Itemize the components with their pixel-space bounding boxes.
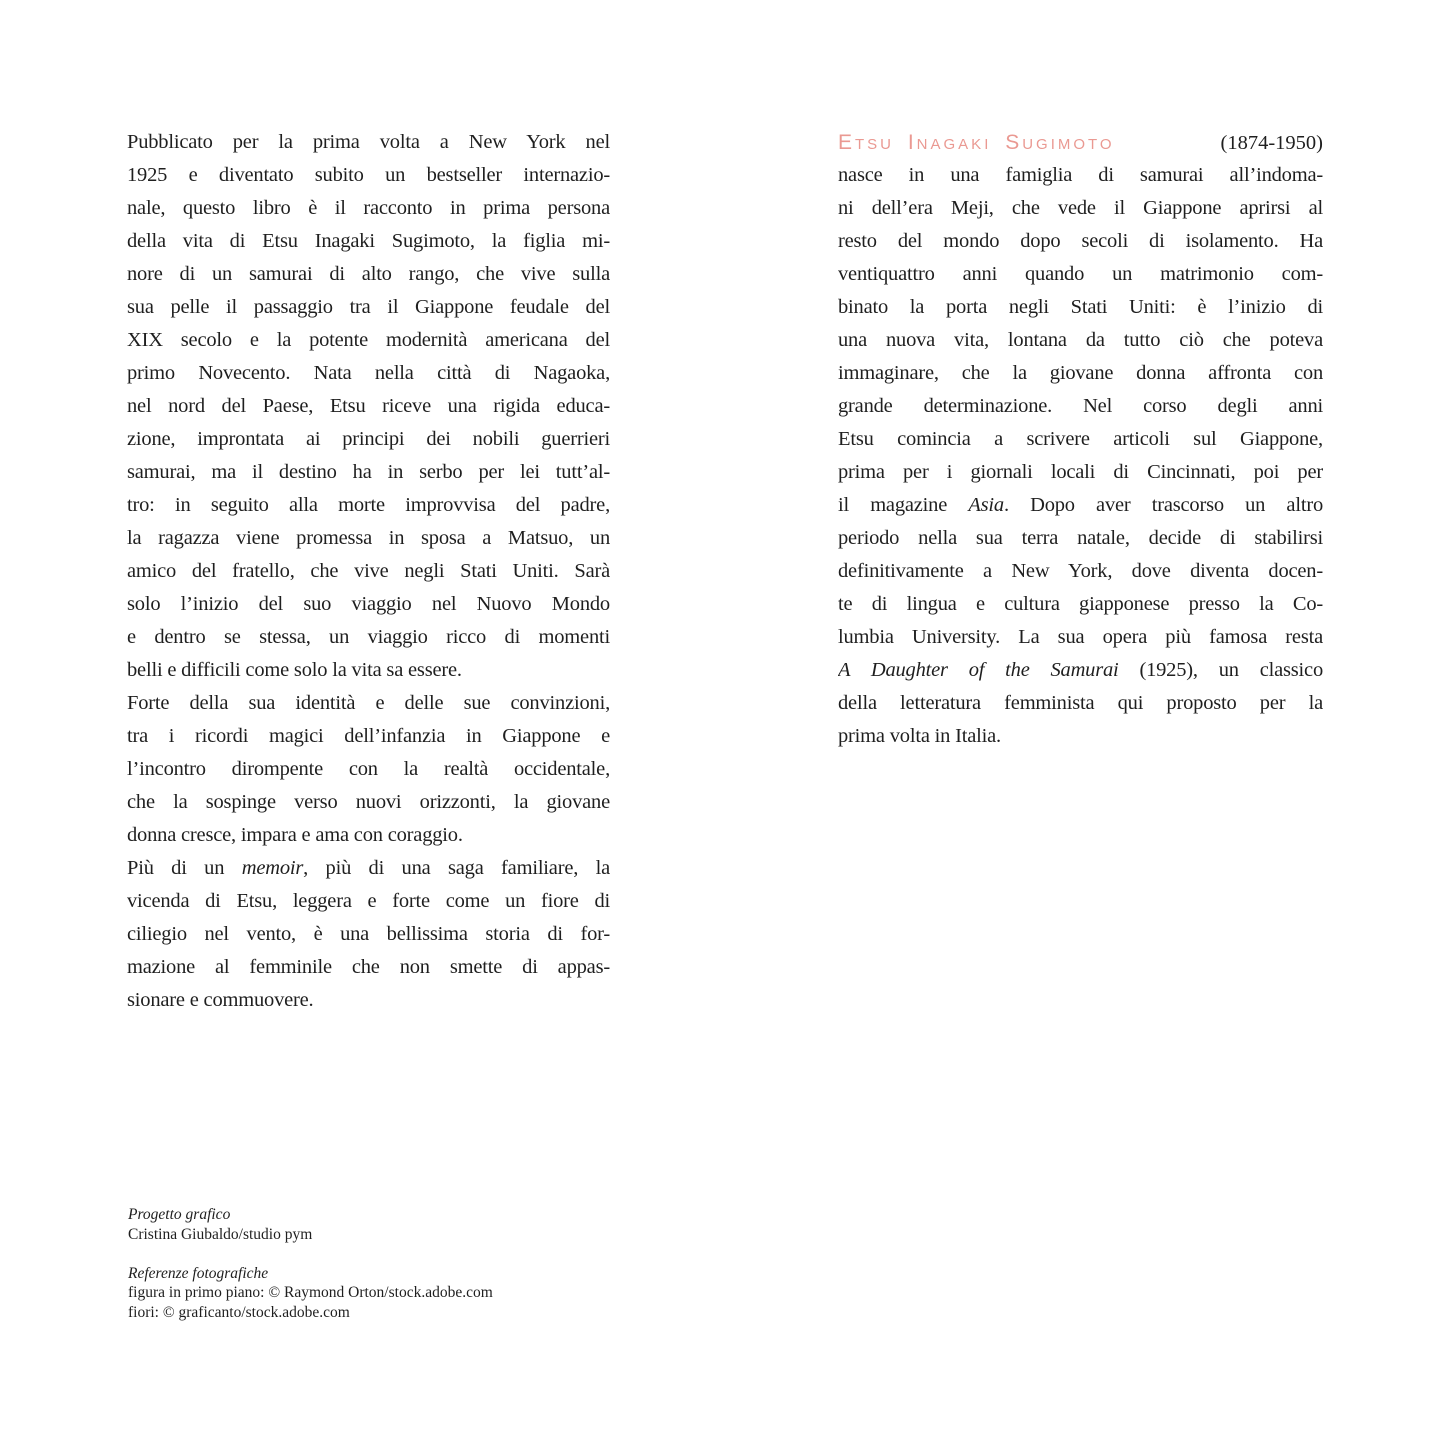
text-line: 1925 e diventato subito un bestseller internazio- (127, 164, 610, 186)
credit-group (128, 1264, 493, 1323)
text-line: prima volta in Italia. (838, 725, 1001, 747)
text-line: ni dell’era Meji, che vede il Giappone aprirsi al (838, 197, 1323, 219)
text-line: te di lingua e cultura giapponese presso la Co- (838, 593, 1323, 615)
text-line: una nuova vita, lontana da tutto ciò che poteva (838, 329, 1323, 351)
text-line: Pubblicato per la prima volta a New York nel (127, 131, 610, 153)
credit-line: figura in primo piano: © Raymond Orton/stock.adobe.com (128, 1284, 493, 1301)
text-line: lumbia University. La sua opera più famosa resta (838, 626, 1323, 648)
text-line: Forte della sua identità e delle sue convinzioni, (127, 692, 610, 714)
text-line: definitivamente a New York, dove diventa docen- (838, 560, 1323, 582)
text-line: la ragazza viene promessa in sposa a Matsuo, un (127, 527, 610, 549)
credit-heading: Progetto grafico (128, 1206, 231, 1223)
text-line: XIX secolo e la potente modernità americana del (127, 329, 610, 351)
text-line: belli e difficili come solo la vita sa essere. (127, 659, 462, 681)
text-line: prima per i giornali locali di Cincinnati, poi per (838, 461, 1323, 483)
text-line: nore di un samurai di alto rango, che vive sulla (127, 263, 610, 285)
book-description-column (127, 126, 610, 1017)
author-name: Etsu Inagaki Sugimoto (838, 131, 1115, 154)
text-line: grande determinazione. Nel corso degli anni (838, 395, 1323, 417)
text-line: primo Novecento. Nata nella città di Nagaoka, (127, 362, 610, 384)
text-line: samurai, ma il destino ha in serbo per lei tutt’al- (127, 461, 610, 483)
text-line: zione, improntata ai principi dei nobili guerrieri (127, 428, 610, 450)
credit-group (128, 1205, 493, 1244)
text-line: ventiquattro anni quando un matrimonio com- (838, 263, 1323, 285)
text-line: e dentro se stessa, un viaggio ricco di momenti (127, 626, 610, 648)
author-heading (838, 126, 1323, 159)
text-line: vicenda di Etsu, leggera e forte come un fiore di (127, 890, 610, 912)
text-line: nel nord del Paese, Etsu riceve una rigida educa- (127, 395, 610, 417)
text-line: l’incontro dirompente con la realtà occidentale, (127, 758, 610, 780)
text-line: resto del mondo dopo secoli di isolamento. Ha (838, 230, 1323, 252)
text-line: amico del fratello, che vive negli Stati Uniti. Sarà (127, 560, 610, 582)
text-line: della letteratura femminista qui proposto per la (838, 692, 1323, 714)
text-line: tra i ricordi magici dell’infanzia in Giappone e (127, 725, 610, 747)
text-line: sua pelle il passaggio tra il Giappone feudale del (127, 296, 610, 318)
text-line: Etsu comincia a scrivere articoli sul Giappone, (838, 428, 1323, 450)
text-line: il magazine Asia. Dopo aver trascorso un altro (838, 494, 1323, 516)
credit-heading: Referenze fotografiche (128, 1264, 269, 1282)
text-line: ciliegio nel vento, è una bellissima storia di for- (127, 923, 610, 945)
text-line: A Daughter of the Samurai (1925), un classico (838, 659, 1323, 681)
text-line: della vita di Etsu Inagaki Sugimoto, la figlia mi- (127, 230, 610, 252)
text-line: nale, questo libro è il racconto in prima persona (127, 197, 610, 219)
author-bio-column (838, 126, 1323, 753)
text-line: sionare e commuovere. (127, 989, 314, 1011)
text-line: solo l’inizio del suo viaggio nel Nuovo Mondo (127, 593, 610, 615)
text-line: immaginare, che la giovane donna affronta con (838, 362, 1323, 384)
text-line: binato la porta negli Stati Uniti: è l’inizio di (838, 296, 1323, 318)
text-line: tro: in seguito alla morte improvvisa del padre, (127, 494, 610, 516)
author-dates: (1874-1950) (1220, 132, 1323, 154)
credit-line: Cristina Giubaldo/studio pym (128, 1225, 313, 1243)
credits-block (128, 1205, 493, 1322)
text-line: che la sospinge verso nuovi orizzonti, la giovane (127, 791, 610, 813)
credit-line: fiori: © graficanto/stock.adobe.com (128, 1303, 350, 1321)
text-line: Più di un memoir, più di una saga familiare, la (127, 857, 610, 879)
text-line: donna cresce, impara e ama con coraggio. (127, 824, 463, 846)
text-line: nasce in una famiglia di samurai all’indoma- (838, 164, 1323, 186)
text-line: periodo nella sua terra natale, decide di stabilirsi (838, 527, 1323, 549)
author-bio-text (838, 159, 1323, 753)
text-line: mazione al femminile che non smette di appas- (127, 956, 610, 978)
